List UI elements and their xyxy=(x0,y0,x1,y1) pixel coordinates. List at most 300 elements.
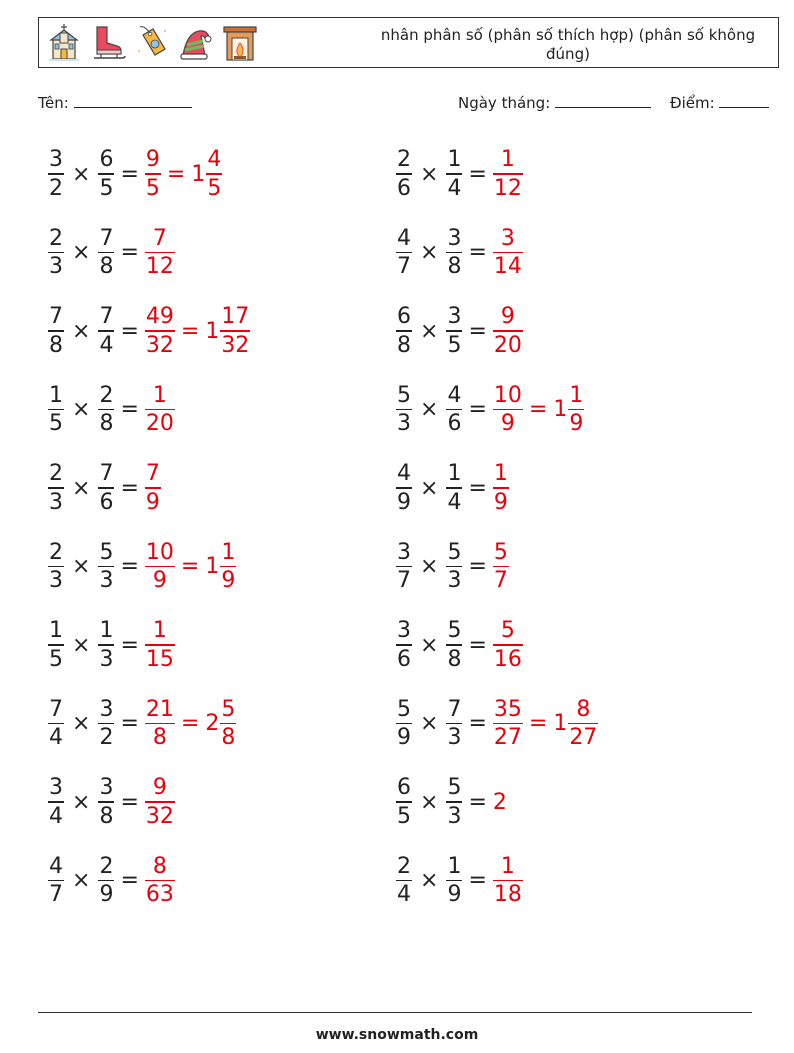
numerator: 21 xyxy=(145,696,174,722)
denominator: 32 xyxy=(145,332,174,358)
fraction xyxy=(446,382,462,438)
gift-tag-icon xyxy=(133,23,171,63)
numerator: 5 xyxy=(447,618,462,644)
denominator: 16 xyxy=(493,646,522,672)
name-blank[interactable] xyxy=(74,94,192,108)
times-sign: × xyxy=(72,632,91,658)
numerator: 6 xyxy=(397,775,411,801)
numerator: 1 xyxy=(493,461,508,487)
fraction xyxy=(48,539,64,595)
fraction xyxy=(396,225,412,281)
problem-expression xyxy=(396,613,523,677)
times-sign: × xyxy=(72,868,91,893)
denominator: 6 xyxy=(397,646,411,672)
denominator: 20 xyxy=(145,411,174,437)
numerator: 2 xyxy=(49,461,63,487)
problem-expression xyxy=(48,142,222,206)
times-sign: × xyxy=(420,868,439,893)
denominator: 5 xyxy=(397,803,411,829)
denominator: 27 xyxy=(493,725,522,751)
denominator: 9 xyxy=(397,725,411,751)
denominator: 3 xyxy=(447,803,462,829)
numerator: 10 xyxy=(493,382,522,408)
fraction xyxy=(98,774,114,830)
fraction xyxy=(396,460,412,516)
numerator: 2 xyxy=(397,147,411,173)
answer-whole: 2 xyxy=(492,789,507,815)
times-sign: × xyxy=(420,240,439,265)
denominator: 2 xyxy=(99,725,114,751)
fraction xyxy=(493,853,523,909)
equals-sign: = xyxy=(468,632,487,658)
fraction xyxy=(98,460,114,516)
fraction xyxy=(145,382,175,438)
equals-sign: = xyxy=(468,397,487,422)
numerator: 5 xyxy=(99,539,114,565)
denominator: 8 xyxy=(99,411,114,437)
fraction xyxy=(493,539,509,595)
ice-skate-icon xyxy=(89,23,127,63)
denominator: 8 xyxy=(447,254,462,280)
denominator: 4 xyxy=(447,175,462,201)
equals-sign: = xyxy=(120,789,139,815)
equals-sign: = xyxy=(468,318,487,344)
problem-item xyxy=(396,456,726,520)
numerator: 5 xyxy=(500,618,515,644)
denominator: 3 xyxy=(49,568,63,594)
equals-sign: = xyxy=(468,161,487,187)
problem-expression xyxy=(396,770,507,834)
problem-item xyxy=(48,770,378,834)
denominator: 20 xyxy=(493,332,522,358)
denominator: 9 xyxy=(493,489,508,515)
numerator: 2 xyxy=(397,853,411,879)
mixed-whole: 2 xyxy=(205,711,220,736)
fraction xyxy=(446,696,462,752)
denominator: 4 xyxy=(99,332,114,358)
equals-sign: = xyxy=(180,711,200,736)
equals-sign: = xyxy=(468,475,487,501)
fraction xyxy=(493,382,523,438)
problem-item xyxy=(396,299,726,363)
denominator: 2 xyxy=(49,175,63,201)
fraction xyxy=(145,539,175,595)
denominator: 9 xyxy=(397,489,411,515)
equals-sign: = xyxy=(120,632,139,658)
numerator: 1 xyxy=(447,853,462,879)
denominator: 12 xyxy=(493,175,522,201)
fraction xyxy=(98,853,114,909)
score-label: Điểm: xyxy=(670,94,715,112)
times-sign: × xyxy=(72,240,91,265)
numerator: 1 xyxy=(152,382,167,408)
fraction xyxy=(98,146,114,202)
fraction xyxy=(48,853,64,909)
fraction xyxy=(493,146,523,202)
problem-expression xyxy=(48,456,161,520)
numerator: 5 xyxy=(447,775,462,801)
problem-item xyxy=(396,142,726,206)
worksheet-header xyxy=(38,17,779,68)
fraction xyxy=(446,539,462,595)
numerator: 5 xyxy=(493,539,508,565)
denominator: 6 xyxy=(397,175,411,201)
denominator: 32 xyxy=(221,332,250,358)
times-sign: × xyxy=(72,711,91,736)
numerator: 5 xyxy=(221,696,236,722)
numerator: 1 xyxy=(447,461,462,487)
times-sign: × xyxy=(72,789,91,815)
numerator: 1 xyxy=(152,618,167,644)
fireplace-icon xyxy=(221,23,259,63)
denominator: 3 xyxy=(397,411,411,437)
numerator: 1 xyxy=(99,618,114,644)
mixed-whole: 1 xyxy=(191,161,206,187)
problem-expression xyxy=(48,378,175,442)
equals-sign: = xyxy=(468,868,487,893)
problem-item xyxy=(48,378,378,442)
denominator: 6 xyxy=(447,411,462,437)
fraction xyxy=(98,539,114,595)
times-sign: × xyxy=(420,789,439,815)
problem-expression xyxy=(48,692,236,756)
denominator: 6 xyxy=(99,489,114,515)
denominator: 4 xyxy=(447,489,462,515)
fraction xyxy=(396,146,412,202)
mixed-whole: 1 xyxy=(205,318,220,344)
fraction xyxy=(98,696,114,752)
fraction xyxy=(446,617,462,673)
numerator: 9 xyxy=(500,304,515,330)
mixed-whole: 1 xyxy=(553,397,568,422)
mixed-whole: 1 xyxy=(553,711,568,736)
denominator: 12 xyxy=(145,254,174,280)
denominator: 9 xyxy=(500,411,515,437)
denominator: 9 xyxy=(447,882,462,908)
fraction xyxy=(145,774,175,830)
problem-item xyxy=(48,535,378,599)
numerator: 7 xyxy=(49,696,63,722)
date-label: Ngày tháng: xyxy=(458,94,551,112)
denominator: 4 xyxy=(397,882,411,908)
denominator: 3 xyxy=(49,489,63,515)
numerator: 1 xyxy=(500,147,515,173)
denominator: 3 xyxy=(447,568,462,594)
equals-sign: = xyxy=(120,868,139,893)
fraction xyxy=(493,225,523,281)
fraction xyxy=(98,617,114,673)
fraction xyxy=(48,774,64,830)
fraction xyxy=(446,853,462,909)
numerator: 7 xyxy=(447,696,462,722)
problem-item xyxy=(396,770,726,834)
fraction xyxy=(493,696,523,752)
fraction xyxy=(145,225,175,281)
fraction xyxy=(48,617,64,673)
fraction xyxy=(145,696,175,752)
problem-item xyxy=(396,378,726,442)
equals-sign: = xyxy=(180,318,200,344)
numerator: 3 xyxy=(397,539,411,565)
problem-expression xyxy=(396,849,523,913)
numerator: 9 xyxy=(145,147,160,173)
numerator: 1 xyxy=(49,382,63,408)
numerator: 4 xyxy=(207,147,222,173)
numerator: 17 xyxy=(221,304,250,330)
times-sign: × xyxy=(420,711,439,736)
problem-expression xyxy=(396,299,523,363)
denominator: 8 xyxy=(99,803,114,829)
fraction xyxy=(98,225,114,281)
numerator: 7 xyxy=(99,461,114,487)
times-sign: × xyxy=(72,318,91,344)
times-sign: × xyxy=(420,475,439,501)
problem-item xyxy=(396,849,726,913)
numerator: 3 xyxy=(99,775,114,801)
date-blank[interactable] xyxy=(555,94,651,108)
numerator: 2 xyxy=(49,225,63,251)
fraction xyxy=(98,382,114,438)
denominator: 8 xyxy=(397,332,411,358)
numerator: 7 xyxy=(99,304,114,330)
problem-expression xyxy=(48,221,175,285)
denominator: 8 xyxy=(99,254,114,280)
santa-hat-icon xyxy=(177,23,215,63)
numerator: 8 xyxy=(152,853,167,879)
equals-sign: = xyxy=(120,554,139,579)
fraction xyxy=(48,146,64,202)
times-sign: × xyxy=(72,554,91,579)
numerator: 8 xyxy=(576,696,591,722)
score-field xyxy=(670,94,769,112)
problem-expression xyxy=(48,849,175,913)
problem-expression xyxy=(396,378,584,442)
fraction xyxy=(145,617,175,673)
equals-sign: = xyxy=(468,554,487,579)
problem-expression xyxy=(396,692,598,756)
fraction xyxy=(220,539,236,595)
header-icons xyxy=(45,23,259,63)
denominator: 5 xyxy=(207,175,222,201)
denominator: 15 xyxy=(145,646,174,672)
fraction xyxy=(98,303,114,359)
fraction xyxy=(145,303,175,359)
equals-sign: = xyxy=(120,240,139,265)
numerator: 4 xyxy=(447,382,462,408)
problem-expression xyxy=(48,535,236,599)
denominator: 8 xyxy=(221,725,236,751)
church-icon xyxy=(45,23,83,63)
fraction xyxy=(145,460,161,516)
numerator: 1 xyxy=(221,539,236,565)
numerator: 2 xyxy=(49,539,63,565)
numerator: 3 xyxy=(447,225,462,251)
denominator: 8 xyxy=(447,646,462,672)
numerator: 5 xyxy=(397,696,411,722)
denominator: 7 xyxy=(493,568,508,594)
numerator: 6 xyxy=(397,304,411,330)
problem-item xyxy=(48,692,378,756)
equals-sign: = xyxy=(528,397,548,422)
denominator: 32 xyxy=(145,803,174,829)
denominator: 9 xyxy=(569,411,584,437)
numerator: 2 xyxy=(99,382,114,408)
fraction xyxy=(48,303,64,359)
fraction xyxy=(493,303,523,359)
numerator: 3 xyxy=(49,775,63,801)
fraction xyxy=(493,617,523,673)
denominator: 3 xyxy=(99,646,114,672)
equals-sign: = xyxy=(468,240,487,265)
numerator: 1 xyxy=(500,853,515,879)
numerator: 2 xyxy=(99,853,114,879)
denominator: 9 xyxy=(152,568,167,594)
fraction xyxy=(446,460,462,516)
problem-expression xyxy=(48,299,250,363)
times-sign: × xyxy=(420,161,439,187)
equals-sign: = xyxy=(120,475,139,501)
denominator: 5 xyxy=(145,175,160,201)
fraction xyxy=(446,303,462,359)
fraction xyxy=(48,382,64,438)
equals-sign: = xyxy=(528,711,548,736)
fraction xyxy=(446,146,462,202)
numerator: 5 xyxy=(447,539,462,565)
times-sign: × xyxy=(72,475,91,501)
denominator: 5 xyxy=(49,411,63,437)
numerator: 3 xyxy=(447,304,462,330)
denominator: 7 xyxy=(49,882,63,908)
worksheet-title: nhân phân số (phân số thích hợp) (phân số không đúng) xyxy=(380,26,756,63)
problem-item xyxy=(396,535,726,599)
numerator: 49 xyxy=(145,304,174,330)
fraction xyxy=(396,696,412,752)
fraction xyxy=(220,303,250,359)
score-blank[interactable] xyxy=(719,94,769,108)
fraction xyxy=(48,460,64,516)
problem-expression xyxy=(48,770,175,834)
times-sign: × xyxy=(420,554,439,579)
denominator: 7 xyxy=(397,568,411,594)
fraction xyxy=(568,696,598,752)
fraction xyxy=(220,696,236,752)
times-sign: × xyxy=(420,397,439,422)
fraction xyxy=(48,696,64,752)
equals-sign: = xyxy=(166,161,186,187)
numerator: 1 xyxy=(569,382,584,408)
denominator: 8 xyxy=(49,332,63,358)
problem-item xyxy=(48,456,378,520)
denominator: 8 xyxy=(152,725,167,751)
numerator: 10 xyxy=(145,539,174,565)
date-field xyxy=(458,94,651,112)
denominator: 4 xyxy=(49,725,63,751)
fraction xyxy=(396,303,412,359)
numerator: 4 xyxy=(397,225,411,251)
problem-expression xyxy=(48,613,175,677)
numerator: 1 xyxy=(49,618,63,644)
numerator: 7 xyxy=(49,304,63,330)
fraction xyxy=(396,853,412,909)
problem-item xyxy=(396,613,726,677)
numerator: 7 xyxy=(145,461,160,487)
numerator: 4 xyxy=(49,853,63,879)
mixed-whole: 1 xyxy=(205,554,220,579)
denominator: 3 xyxy=(49,254,63,280)
name-field xyxy=(38,94,192,112)
equals-sign: = xyxy=(468,789,487,815)
numerator: 6 xyxy=(99,147,114,173)
numerator: 5 xyxy=(397,382,411,408)
fraction xyxy=(493,460,509,516)
equals-sign: = xyxy=(120,711,139,736)
numerator: 7 xyxy=(99,225,114,251)
problem-item xyxy=(48,221,378,285)
fraction xyxy=(145,146,161,202)
denominator: 63 xyxy=(145,882,174,908)
problem-expression xyxy=(396,456,509,520)
fraction xyxy=(396,539,412,595)
numerator: 1 xyxy=(447,147,462,173)
fraction xyxy=(396,774,412,830)
footer-url: www.snowmath.com xyxy=(315,1027,479,1043)
equals-sign: = xyxy=(180,554,200,579)
numerator: 7 xyxy=(152,225,167,251)
numerator: 35 xyxy=(493,696,522,722)
fraction xyxy=(446,774,462,830)
denominator: 9 xyxy=(145,489,160,515)
problem-item xyxy=(48,142,378,206)
name-label: Tên: xyxy=(38,94,69,112)
denominator: 5 xyxy=(447,332,462,358)
times-sign: × xyxy=(72,397,91,422)
fraction xyxy=(48,225,64,281)
fraction xyxy=(206,146,222,202)
problem-item xyxy=(48,299,378,363)
problem-item xyxy=(48,849,378,913)
fraction xyxy=(568,382,584,438)
equals-sign: = xyxy=(120,397,139,422)
fraction xyxy=(446,225,462,281)
numerator: 3 xyxy=(49,147,63,173)
times-sign: × xyxy=(72,161,91,187)
denominator: 27 xyxy=(569,725,598,751)
equals-sign: = xyxy=(468,711,487,736)
numerator: 3 xyxy=(500,225,515,251)
problem-item xyxy=(396,221,726,285)
footer-divider xyxy=(38,1012,752,1013)
denominator: 3 xyxy=(99,568,114,594)
numerator: 9 xyxy=(152,775,167,801)
problem-expression xyxy=(396,221,523,285)
problem-item xyxy=(48,613,378,677)
denominator: 3 xyxy=(447,725,462,751)
denominator: 4 xyxy=(49,803,63,829)
numerator: 3 xyxy=(99,696,114,722)
denominator: 7 xyxy=(397,254,411,280)
problem-expression xyxy=(396,535,509,599)
fraction xyxy=(145,853,175,909)
numerator: 3 xyxy=(397,618,411,644)
numerator: 4 xyxy=(397,461,411,487)
denominator: 9 xyxy=(221,568,236,594)
problem-item xyxy=(396,692,726,756)
denominator: 9 xyxy=(99,882,114,908)
denominator: 5 xyxy=(99,175,114,201)
problem-expression xyxy=(396,142,523,206)
equals-sign: = xyxy=(120,318,139,344)
times-sign: × xyxy=(420,318,439,344)
